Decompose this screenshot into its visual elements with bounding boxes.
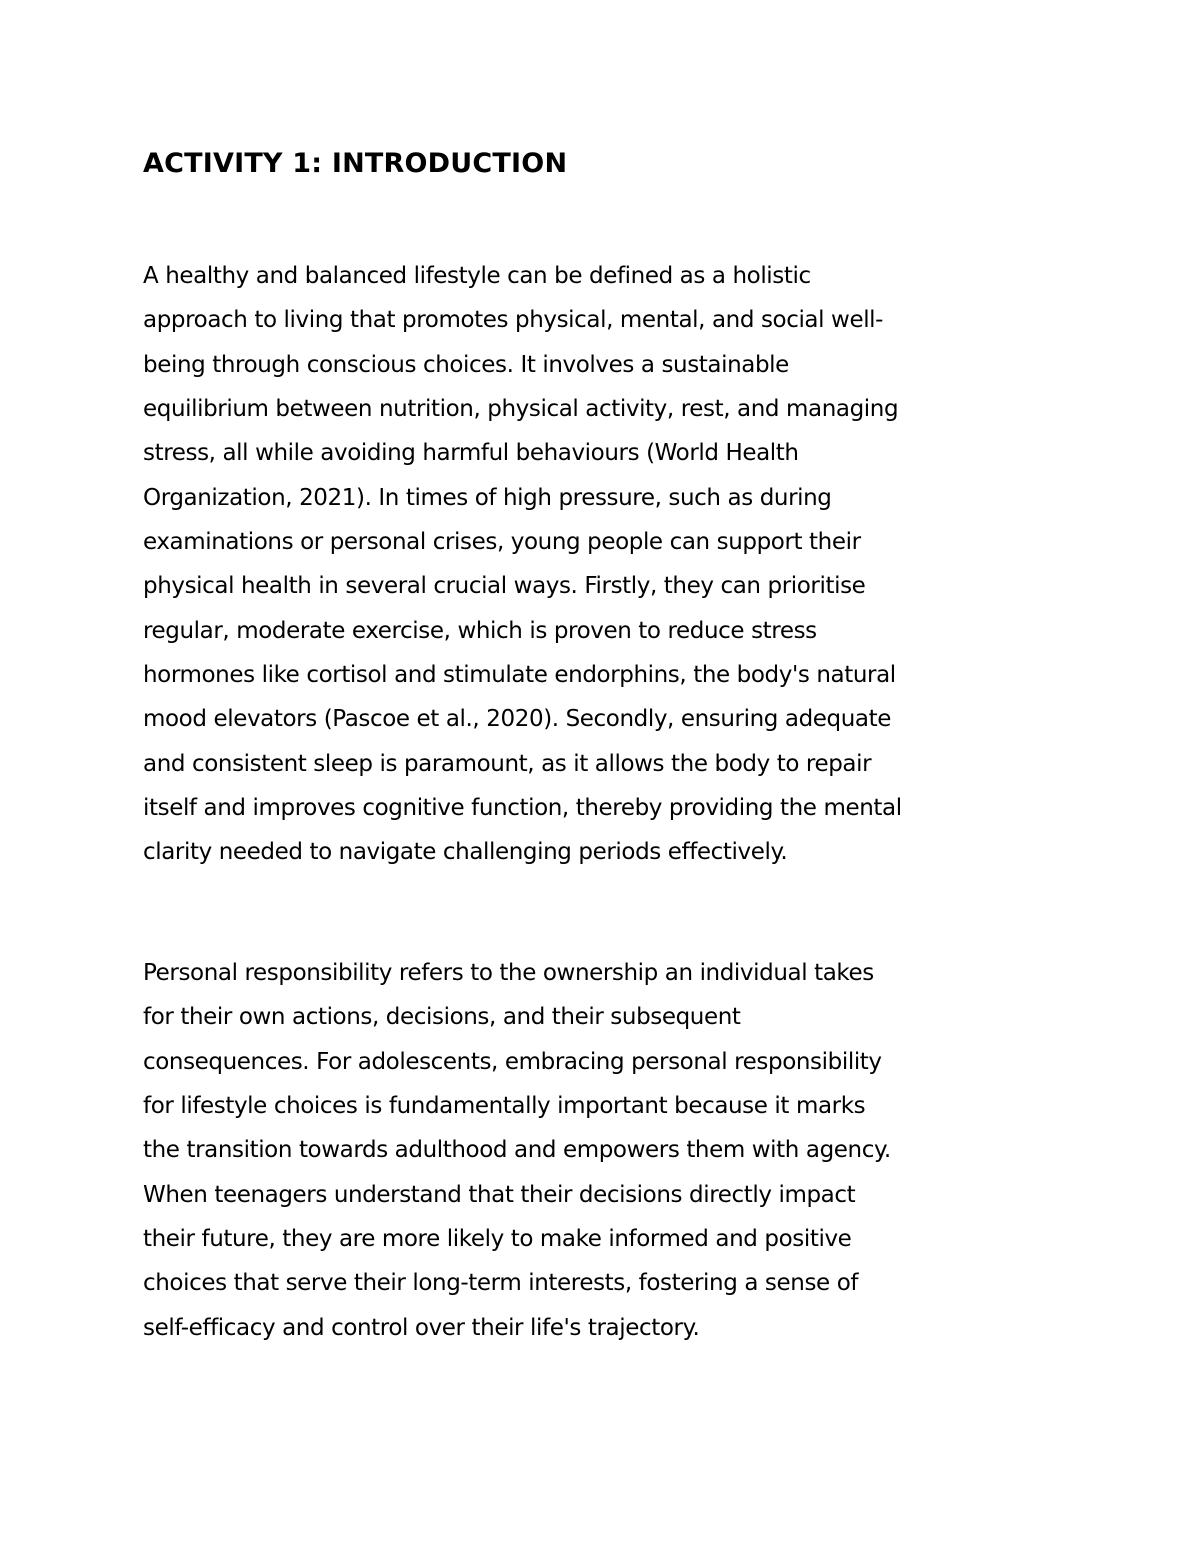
paragraph-responsibility	[143, 951, 1083, 1350]
paragraph-line: and consistent sleep is paramount, as it allows the body to repair	[143, 750, 872, 777]
paragraph-line: mood elevators (Pascoe et al., 2020). Secondly, ensuring adequate	[143, 706, 891, 733]
paragraph-line: Organization, 2021). In times of high pressure, such as during	[143, 484, 832, 511]
paragraph-line: self-efficacy and control over their life's trajectory.	[143, 1314, 700, 1341]
paragraph-line: physical health in several crucial ways. Firstly, they can prioritise	[143, 573, 866, 600]
paragraph-lifestyle	[143, 254, 1083, 875]
paragraph-line: for their own actions, decisions, and their subsequent	[143, 1004, 741, 1031]
paragraph-line: itself and improves cognitive function, thereby providing the mental	[143, 795, 902, 822]
paragraph-line: clarity needed to navigate challenging periods effectively.	[143, 839, 788, 866]
document-title: ACTIVITY 1: INTRODUCTION	[143, 148, 568, 179]
paragraph-line: choices that serve their long-term interests, fostering a sense of	[143, 1270, 859, 1297]
paragraph-line: their future, they are more likely to make informed and positive	[143, 1226, 852, 1253]
paragraph-line: A healthy and balanced lifestyle can be defined as a holistic	[143, 263, 811, 289]
paragraph-line: equilibrium between nutrition, physical activity, rest, and managing	[143, 396, 899, 423]
paragraph-line: When teenagers understand that their decisions directly impact	[143, 1181, 856, 1208]
paragraph-line: for lifestyle choices is fundamentally important because it marks	[143, 1093, 866, 1120]
paragraph-line: Personal responsibility refers to the ownership an individual takes	[143, 960, 874, 986]
paragraph-line: regular, moderate exercise, which is proven to reduce stress	[143, 617, 817, 644]
paragraph-line: hormones like cortisol and stimulate endorphins, the body's natural	[143, 662, 896, 689]
paragraph-line: examinations or personal crises, young people can support their	[143, 529, 861, 556]
paragraph-line: approach to living that promotes physical, mental, and social well-	[143, 307, 884, 334]
paragraph-line: stress, all while avoiding harmful behaviours (World Health	[143, 440, 799, 467]
paragraph-line: consequences. For adolescents, embracing personal responsibility	[143, 1048, 882, 1075]
paragraph-line: being through conscious choices. It involves a sustainable	[143, 351, 789, 378]
paragraph-line: the transition towards adulthood and empowers them with agency.	[143, 1137, 891, 1164]
